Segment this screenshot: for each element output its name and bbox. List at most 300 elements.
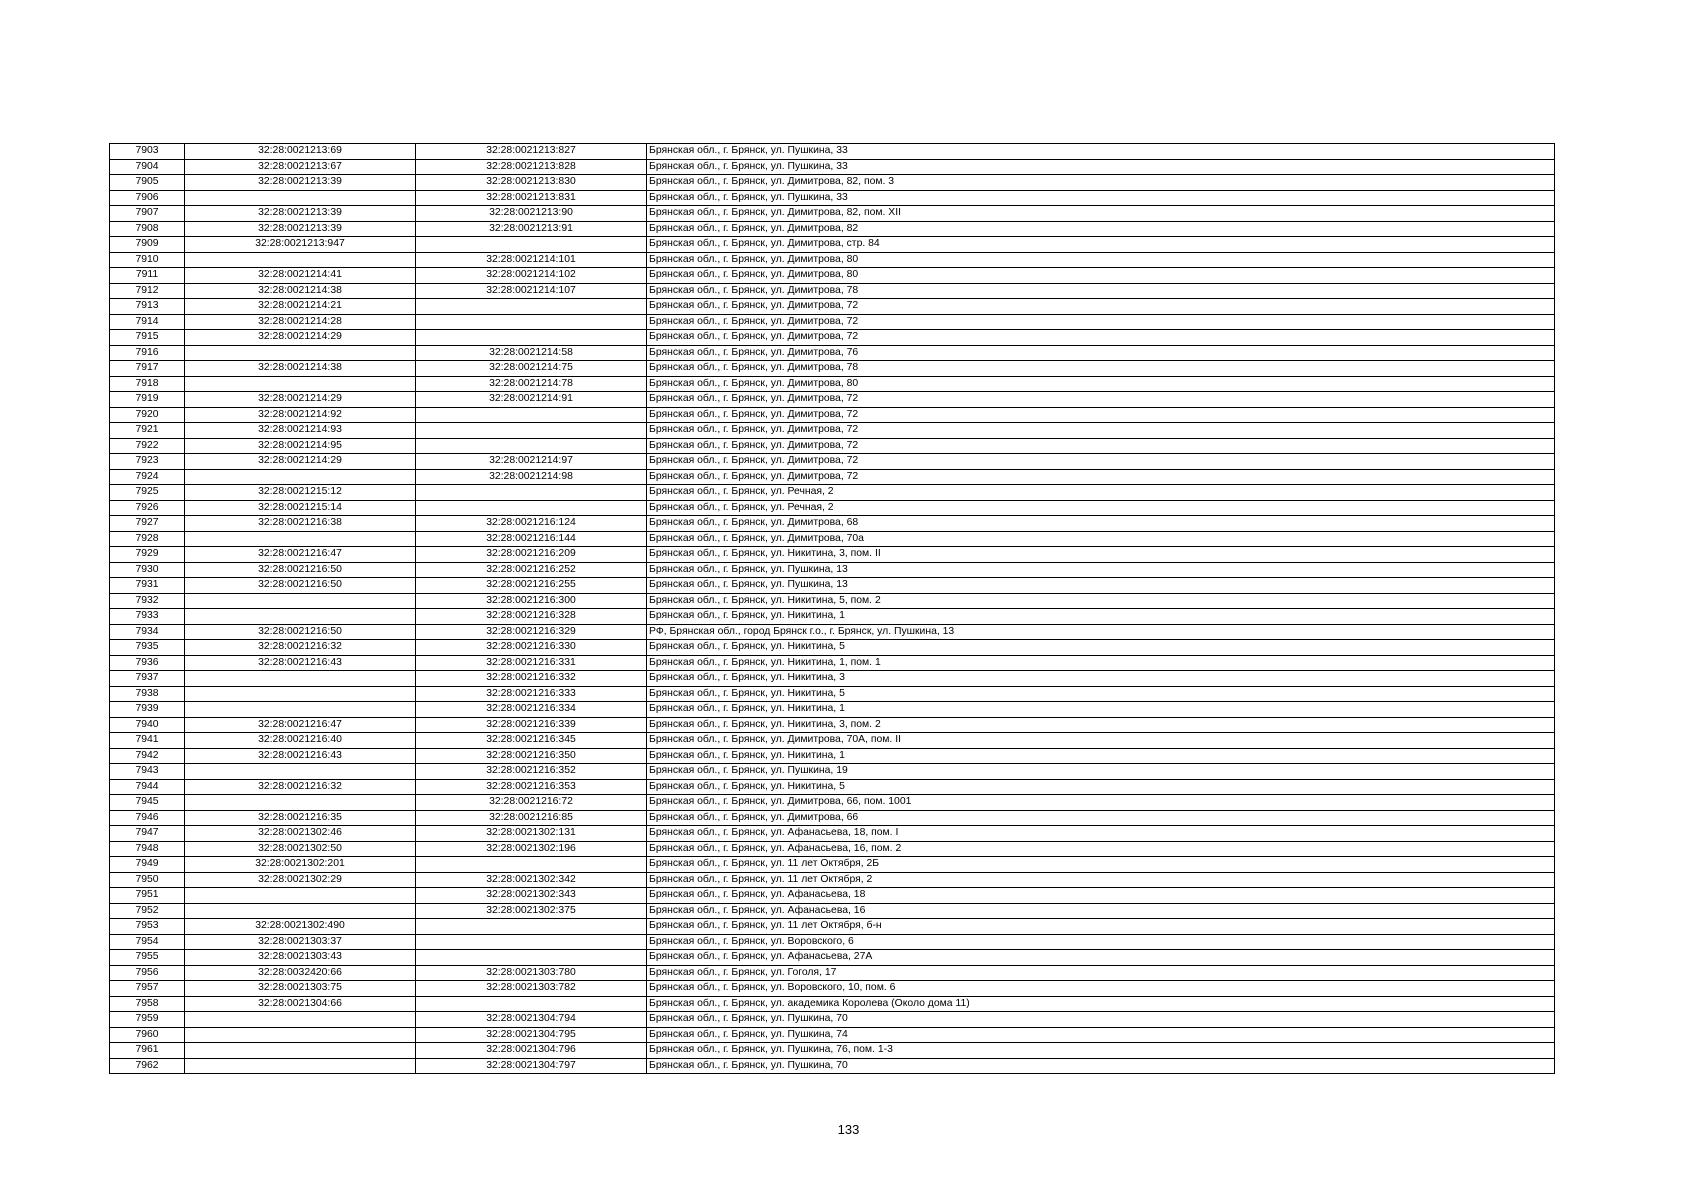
table-row	[110, 485, 1555, 501]
address-cell: Брянская обл., г. Брянск, ул. 11 лет Октября, 2Б	[647, 857, 1555, 873]
object-cadastral-number-cell	[416, 919, 647, 935]
row-number-cell: 7907	[110, 206, 185, 222]
object-cadastral-number-cell: 32:28:0021216:328	[416, 609, 647, 625]
table-row	[110, 190, 1555, 206]
address-cell: Брянская обл., г. Брянск, ул. Никитина, 5	[647, 640, 1555, 656]
object-cadastral-number-cell: 32:28:0021216:300	[416, 593, 647, 609]
table-row	[110, 252, 1555, 268]
address-cell: Брянская обл., г. Брянск, ул. Димитрова, 82	[647, 221, 1555, 237]
row-number-cell: 7916	[110, 345, 185, 361]
address-cell: Брянская обл., г. Брянск, ул. академика Королева (Около дома 11)	[647, 996, 1555, 1012]
object-cadastral-number-cell: 32:28:0021216:345	[416, 733, 647, 749]
address-cell: Брянская обл., г. Брянск, ул. Димитрова, 80	[647, 252, 1555, 268]
object-cadastral-number-cell: 32:28:0021216:353	[416, 779, 647, 795]
address-cell: Брянская обл., г. Брянск, ул. Димитрова, 80	[647, 268, 1555, 284]
object-cadastral-number-cell: 32:28:0021304:796	[416, 1043, 647, 1059]
row-number-cell: 7920	[110, 407, 185, 423]
table-row	[110, 779, 1555, 795]
land-cadastral-number-cell: 32:28:0021213:39	[185, 206, 416, 222]
row-number-cell: 7923	[110, 454, 185, 470]
table-row	[110, 934, 1555, 950]
address-cell: Брянская обл., г. Брянск, ул. Афанасьева, 27А	[647, 950, 1555, 966]
table-row	[110, 655, 1555, 671]
object-cadastral-number-cell: 32:28:0021214:91	[416, 392, 647, 408]
address-cell: Брянская обл., г. Брянск, ул. Никитина, 5, пом. 2	[647, 593, 1555, 609]
table-row	[110, 454, 1555, 470]
table-row	[110, 361, 1555, 377]
land-cadastral-number-cell	[185, 795, 416, 811]
address-cell: Брянская обл., г. Брянск, ул. Димитрова, 72	[647, 423, 1555, 439]
object-cadastral-number-cell: 32:28:0021214:58	[416, 345, 647, 361]
table-row	[110, 702, 1555, 718]
object-cadastral-number-cell: 32:28:0021216:255	[416, 578, 647, 594]
address-cell: Брянская обл., г. Брянск, ул. Никитина, 1, пом. 1	[647, 655, 1555, 671]
address-cell: Брянская обл., г. Брянск, ул. Никитина, 3, пом. 2	[647, 717, 1555, 733]
address-cell: Брянская обл., г. Брянск, ул. Димитрова, 76	[647, 345, 1555, 361]
table-row	[110, 624, 1555, 640]
object-cadastral-number-cell: 32:28:0021216:124	[416, 516, 647, 532]
object-cadastral-number-cell: 32:28:0021214:97	[416, 454, 647, 470]
object-cadastral-number-cell: 32:28:0021302:131	[416, 826, 647, 842]
object-cadastral-number-cell: 32:28:0021302:343	[416, 888, 647, 904]
table-row	[110, 531, 1555, 547]
table-row	[110, 314, 1555, 330]
land-cadastral-number-cell: 32:28:0021302:490	[185, 919, 416, 935]
address-cell: РФ, Брянская обл., город Брянск г.о., г. Брянск, ул. Пушкина, 13	[647, 624, 1555, 640]
row-number-cell: 7962	[110, 1058, 185, 1074]
land-cadastral-number-cell	[185, 903, 416, 919]
table-row	[110, 330, 1555, 346]
object-cadastral-number-cell	[416, 330, 647, 346]
row-number-cell: 7959	[110, 1012, 185, 1028]
address-cell: Брянская обл., г. Брянск, ул. Димитрова, стр. 84	[647, 237, 1555, 253]
row-number-cell: 7935	[110, 640, 185, 656]
table-row	[110, 857, 1555, 873]
table-row	[110, 903, 1555, 919]
table-row	[110, 1058, 1555, 1074]
table-row	[110, 981, 1555, 997]
table-row	[110, 562, 1555, 578]
address-cell: Брянская обл., г. Брянск, ул. Димитрова, 72	[647, 299, 1555, 315]
land-cadastral-number-cell	[185, 1027, 416, 1043]
object-cadastral-number-cell: 32:28:0021216:209	[416, 547, 647, 563]
address-cell: Брянская обл., г. Брянск, ул. Димитрова, 70А, пом. II	[647, 733, 1555, 749]
address-cell: Брянская обл., г. Брянск, ул. Димитрова, 72	[647, 314, 1555, 330]
table-row	[110, 1012, 1555, 1028]
object-cadastral-number-cell: 32:28:0021302:375	[416, 903, 647, 919]
object-cadastral-number-cell	[416, 438, 647, 454]
address-cell: Брянская обл., г. Брянск, ул. 11 лет Октября, б-н	[647, 919, 1555, 935]
row-number-cell: 7951	[110, 888, 185, 904]
row-number-cell: 7906	[110, 190, 185, 206]
object-cadastral-number-cell: 32:28:0021213:90	[416, 206, 647, 222]
address-cell: Брянская обл., г. Брянск, ул. Пушкина, 13	[647, 578, 1555, 594]
object-cadastral-number-cell: 32:28:0021214:75	[416, 361, 647, 377]
object-cadastral-number-cell: 32:28:0021214:102	[416, 268, 647, 284]
row-number-cell: 7930	[110, 562, 185, 578]
address-cell: Брянская обл., г. Брянск, ул. Димитрова, 72	[647, 330, 1555, 346]
land-cadastral-number-cell: 32:28:0021303:37	[185, 934, 416, 950]
row-number-cell: 7934	[110, 624, 185, 640]
row-number-cell: 7922	[110, 438, 185, 454]
object-cadastral-number-cell: 32:28:0021216:332	[416, 671, 647, 687]
row-number-cell: 7938	[110, 686, 185, 702]
address-cell: Брянская обл., г. Брянск, ул. Димитрова, 68	[647, 516, 1555, 532]
row-number-cell: 7924	[110, 469, 185, 485]
land-cadastral-number-cell: 32:28:0021215:12	[185, 485, 416, 501]
table-row	[110, 175, 1555, 191]
object-cadastral-number-cell: 32:28:0021213:831	[416, 190, 647, 206]
row-number-cell: 7956	[110, 965, 185, 981]
object-cadastral-number-cell: 32:28:0021213:827	[416, 144, 647, 160]
land-cadastral-number-cell: 32:28:0021302:50	[185, 841, 416, 857]
table-row	[110, 841, 1555, 857]
address-cell: Брянская обл., г. Брянск, ул. Речная, 2	[647, 500, 1555, 516]
land-cadastral-number-cell: 32:28:0021216:50	[185, 624, 416, 640]
table-row	[110, 392, 1555, 408]
table-row	[110, 748, 1555, 764]
table-row	[110, 640, 1555, 656]
table-row	[110, 888, 1555, 904]
row-number-cell: 7928	[110, 531, 185, 547]
land-cadastral-number-cell	[185, 686, 416, 702]
object-cadastral-number-cell: 32:28:0021302:196	[416, 841, 647, 857]
object-cadastral-number-cell: 32:28:0021214:78	[416, 376, 647, 392]
address-cell: Брянская обл., г. Брянск, ул. Димитрова, 72	[647, 469, 1555, 485]
land-cadastral-number-cell: 32:28:0021214:29	[185, 392, 416, 408]
object-cadastral-number-cell: 32:28:0021214:107	[416, 283, 647, 299]
land-cadastral-number-cell: 32:28:0021214:38	[185, 283, 416, 299]
address-cell: Брянская обл., г. Брянск, ул. Никитина, 1	[647, 609, 1555, 625]
land-cadastral-number-cell: 32:28:0021302:46	[185, 826, 416, 842]
row-number-cell: 7911	[110, 268, 185, 284]
object-cadastral-number-cell: 32:28:0021216:350	[416, 748, 647, 764]
row-number-cell: 7936	[110, 655, 185, 671]
row-number-cell: 7918	[110, 376, 185, 392]
row-number-cell: 7953	[110, 919, 185, 935]
table-row	[110, 237, 1555, 253]
address-cell: Брянская обл., г. Брянск, ул. Пушкина, 13	[647, 562, 1555, 578]
table-row	[110, 1027, 1555, 1043]
address-cell: Брянская обл., г. Брянск, ул. Димитрова, 72	[647, 454, 1555, 470]
land-cadastral-number-cell: 32:28:0021304:66	[185, 996, 416, 1012]
object-cadastral-number-cell	[416, 934, 647, 950]
row-number-cell: 7941	[110, 733, 185, 749]
table-row	[110, 283, 1555, 299]
object-cadastral-number-cell: 32:28:0021216:329	[416, 624, 647, 640]
row-number-cell: 7950	[110, 872, 185, 888]
table-row	[110, 950, 1555, 966]
table-row	[110, 438, 1555, 454]
table-row	[110, 500, 1555, 516]
row-number-cell: 7947	[110, 826, 185, 842]
row-number-cell: 7925	[110, 485, 185, 501]
object-cadastral-number-cell	[416, 299, 647, 315]
object-cadastral-number-cell	[416, 500, 647, 516]
address-cell: Брянская обл., г. Брянск, ул. 11 лет Октября, 2	[647, 872, 1555, 888]
row-number-cell: 7905	[110, 175, 185, 191]
address-cell: Брянская обл., г. Брянск, ул. Никитина, 1	[647, 748, 1555, 764]
address-cell: Брянская обл., г. Брянск, ул. Пушкина, 70	[647, 1058, 1555, 1074]
land-cadastral-number-cell	[185, 671, 416, 687]
land-cadastral-number-cell: 32:28:0021216:32	[185, 640, 416, 656]
land-cadastral-number-cell	[185, 190, 416, 206]
table-row	[110, 609, 1555, 625]
object-cadastral-number-cell: 32:28:0021303:782	[416, 981, 647, 997]
row-number-cell: 7955	[110, 950, 185, 966]
row-number-cell: 7903	[110, 144, 185, 160]
object-cadastral-number-cell: 32:28:0021216:85	[416, 810, 647, 826]
table-row	[110, 593, 1555, 609]
address-cell: Брянская обл., г. Брянск, ул. Димитрова, 78	[647, 361, 1555, 377]
address-cell: Брянская обл., г. Брянск, ул. Димитрова, 66, пом. 1001	[647, 795, 1555, 811]
address-cell: Брянская обл., г. Брянск, ул. Димитрова, 72	[647, 392, 1555, 408]
object-cadastral-number-cell: 32:28:0021213:91	[416, 221, 647, 237]
address-cell: Брянская обл., г. Брянск, ул. Воровского, 6	[647, 934, 1555, 950]
object-cadastral-number-cell: 32:28:0021304:794	[416, 1012, 647, 1028]
land-cadastral-number-cell: 32:28:0021216:40	[185, 733, 416, 749]
row-number-cell: 7929	[110, 547, 185, 563]
address-cell: Брянская обл., г. Брянск, ул. Димитрова, 72	[647, 438, 1555, 454]
row-number-cell: 7921	[110, 423, 185, 439]
row-number-cell: 7927	[110, 516, 185, 532]
land-cadastral-number-cell	[185, 531, 416, 547]
land-cadastral-number-cell: 32:28:0021214:92	[185, 407, 416, 423]
table-row	[110, 469, 1555, 485]
table-row	[110, 733, 1555, 749]
object-cadastral-number-cell: 32:28:0021216:144	[416, 531, 647, 547]
row-number-cell: 7942	[110, 748, 185, 764]
object-cadastral-number-cell	[416, 950, 647, 966]
row-number-cell: 7932	[110, 593, 185, 609]
land-cadastral-number-cell: 32:28:0021216:47	[185, 547, 416, 563]
land-cadastral-number-cell: 32:28:0021213:67	[185, 159, 416, 175]
address-cell: Брянская обл., г. Брянск, ул. Пушкина, 19	[647, 764, 1555, 780]
object-cadastral-number-cell	[416, 996, 647, 1012]
address-cell: Брянская обл., г. Брянск, ул. Димитрова, 82, пом. 3	[647, 175, 1555, 191]
land-cadastral-number-cell: 32:28:0021216:43	[185, 655, 416, 671]
land-cadastral-number-cell: 32:28:0021213:39	[185, 175, 416, 191]
table-row	[110, 407, 1555, 423]
land-cadastral-number-cell: 32:28:0021216:47	[185, 717, 416, 733]
land-cadastral-number-cell: 32:28:0021214:93	[185, 423, 416, 439]
land-cadastral-number-cell	[185, 252, 416, 268]
table-row	[110, 516, 1555, 532]
object-cadastral-number-cell: 32:28:0021214:101	[416, 252, 647, 268]
table-row	[110, 795, 1555, 811]
land-cadastral-number-cell	[185, 1058, 416, 1074]
address-cell: Брянская обл., г. Брянск, ул. Пушкина, 74	[647, 1027, 1555, 1043]
table-row	[110, 686, 1555, 702]
row-number-cell: 7910	[110, 252, 185, 268]
object-cadastral-number-cell: 32:28:0021216:339	[416, 717, 647, 733]
object-cadastral-number-cell	[416, 407, 647, 423]
address-cell: Брянская обл., г. Брянск, ул. Афанасьева, 18, пом. I	[647, 826, 1555, 842]
address-cell: Брянская обл., г. Брянск, ул. Никитина, 3, пом. II	[647, 547, 1555, 563]
table-row	[110, 159, 1555, 175]
row-number-cell: 7958	[110, 996, 185, 1012]
land-cadastral-number-cell	[185, 1012, 416, 1028]
address-cell: Брянская обл., г. Брянск, ул. Пушкина, 33	[647, 190, 1555, 206]
row-number-cell: 7913	[110, 299, 185, 315]
row-number-cell: 7960	[110, 1027, 185, 1043]
object-cadastral-number-cell: 32:28:0021304:795	[416, 1027, 647, 1043]
row-number-cell: 7908	[110, 221, 185, 237]
table-row	[110, 423, 1555, 439]
land-cadastral-number-cell: 32:28:0021302:29	[185, 872, 416, 888]
land-cadastral-number-cell: 32:28:0021214:38	[185, 361, 416, 377]
object-cadastral-number-cell: 32:28:0021216:331	[416, 655, 647, 671]
address-cell: Брянская обл., г. Брянск, ул. Афанасьева, 16, пом. 2	[647, 841, 1555, 857]
land-cadastral-number-cell: 32:28:0021214:28	[185, 314, 416, 330]
address-cell: Брянская обл., г. Брянск, ул. Никитина, 1	[647, 702, 1555, 718]
address-cell: Брянская обл., г. Брянск, ул. Воровского, 10, пом. 6	[647, 981, 1555, 997]
land-cadastral-number-cell: 32:28:0021216:35	[185, 810, 416, 826]
land-cadastral-number-cell	[185, 888, 416, 904]
table-row	[110, 717, 1555, 733]
land-cadastral-number-cell: 32:28:0021216:50	[185, 578, 416, 594]
row-number-cell: 7904	[110, 159, 185, 175]
land-cadastral-number-cell	[185, 469, 416, 485]
row-number-cell: 7933	[110, 609, 185, 625]
land-cadastral-number-cell: 32:28:0021216:50	[185, 562, 416, 578]
table-row	[110, 826, 1555, 842]
row-number-cell: 7949	[110, 857, 185, 873]
registry-table-body	[110, 144, 1555, 1074]
address-cell: Брянская обл., г. Брянск, ул. Димитрова, 80	[647, 376, 1555, 392]
row-number-cell: 7919	[110, 392, 185, 408]
row-number-cell: 7909	[110, 237, 185, 253]
object-cadastral-number-cell: 32:28:0021213:830	[416, 175, 647, 191]
row-number-cell: 7957	[110, 981, 185, 997]
row-number-cell: 7961	[110, 1043, 185, 1059]
land-cadastral-number-cell	[185, 702, 416, 718]
land-cadastral-number-cell	[185, 764, 416, 780]
land-cadastral-number-cell: 32:28:0021214:95	[185, 438, 416, 454]
land-cadastral-number-cell	[185, 345, 416, 361]
row-number-cell: 7915	[110, 330, 185, 346]
land-cadastral-number-cell	[185, 376, 416, 392]
address-cell: Брянская обл., г. Брянск, ул. Димитрова, 66	[647, 810, 1555, 826]
table-row	[110, 872, 1555, 888]
object-cadastral-number-cell: 32:28:0021213:828	[416, 159, 647, 175]
land-cadastral-number-cell: 32:28:0021213:69	[185, 144, 416, 160]
object-cadastral-number-cell: 32:28:0021216:352	[416, 764, 647, 780]
row-number-cell: 7912	[110, 283, 185, 299]
table-row	[110, 810, 1555, 826]
land-cadastral-number-cell: 32:28:0021214:41	[185, 268, 416, 284]
table-row	[110, 764, 1555, 780]
table-row	[110, 578, 1555, 594]
object-cadastral-number-cell: 32:28:0021216:330	[416, 640, 647, 656]
object-cadastral-number-cell	[416, 423, 647, 439]
address-cell: Брянская обл., г. Брянск, ул. Димитрова, 78	[647, 283, 1555, 299]
table-row	[110, 268, 1555, 284]
land-cadastral-number-cell	[185, 609, 416, 625]
row-number-cell: 7946	[110, 810, 185, 826]
page-number: 133	[837, 1122, 860, 1137]
registry-table	[109, 143, 1555, 1074]
address-cell: Брянская обл., г. Брянск, ул. Пушкина, 33	[647, 144, 1555, 160]
row-number-cell: 7914	[110, 314, 185, 330]
address-cell: Брянская обл., г. Брянск, ул. Афанасьева, 18	[647, 888, 1555, 904]
table-row	[110, 345, 1555, 361]
land-cadastral-number-cell: 32:28:0021213:39	[185, 221, 416, 237]
table-row	[110, 221, 1555, 237]
table-row	[110, 996, 1555, 1012]
table-row	[110, 965, 1555, 981]
land-cadastral-number-cell: 32:28:0032420:66	[185, 965, 416, 981]
address-cell: Брянская обл., г. Брянск, ул. Гоголя, 17	[647, 965, 1555, 981]
address-cell: Брянская обл., г. Брянск, ул. Пушкина, 33	[647, 159, 1555, 175]
land-cadastral-number-cell: 32:28:0021216:32	[185, 779, 416, 795]
land-cadastral-number-cell: 32:28:0021302:201	[185, 857, 416, 873]
table-row	[110, 1043, 1555, 1059]
table-row	[110, 919, 1555, 935]
land-cadastral-number-cell: 32:28:0021214:29	[185, 330, 416, 346]
address-cell: Брянская обл., г. Брянск, ул. Пушкина, 70	[647, 1012, 1555, 1028]
land-cadastral-number-cell: 32:28:0021214:21	[185, 299, 416, 315]
land-cadastral-number-cell: 32:28:0021215:14	[185, 500, 416, 516]
land-cadastral-number-cell: 32:28:0021216:38	[185, 516, 416, 532]
row-number-cell: 7952	[110, 903, 185, 919]
table-row	[110, 547, 1555, 563]
row-number-cell: 7939	[110, 702, 185, 718]
object-cadastral-number-cell: 32:28:0021304:797	[416, 1058, 647, 1074]
object-cadastral-number-cell: 32:28:0021216:252	[416, 562, 647, 578]
row-number-cell: 7948	[110, 841, 185, 857]
object-cadastral-number-cell: 32:28:0021216:334	[416, 702, 647, 718]
row-number-cell: 7940	[110, 717, 185, 733]
address-cell: Брянская обл., г. Брянск, ул. Речная, 2	[647, 485, 1555, 501]
table-row	[110, 144, 1555, 160]
object-cadastral-number-cell: 32:28:0021214:98	[416, 469, 647, 485]
land-cadastral-number-cell: 32:28:0021216:43	[185, 748, 416, 764]
table-row	[110, 671, 1555, 687]
address-cell: Брянская обл., г. Брянск, ул. Никитина, 3	[647, 671, 1555, 687]
object-cadastral-number-cell: 32:28:0021303:780	[416, 965, 647, 981]
row-number-cell: 7954	[110, 934, 185, 950]
object-cadastral-number-cell: 32:28:0021302:342	[416, 872, 647, 888]
object-cadastral-number-cell	[416, 314, 647, 330]
land-cadastral-number-cell: 32:28:0021214:29	[185, 454, 416, 470]
land-cadastral-number-cell	[185, 1043, 416, 1059]
address-cell: Брянская обл., г. Брянск, ул. Пушкина, 76, пом. 1-3	[647, 1043, 1555, 1059]
land-cadastral-number-cell: 32:28:0021303:43	[185, 950, 416, 966]
address-cell: Брянская обл., г. Брянск, ул. Никитина, 5	[647, 686, 1555, 702]
row-number-cell: 7937	[110, 671, 185, 687]
address-cell: Брянская обл., г. Брянск, ул. Афанасьева, 16	[647, 903, 1555, 919]
land-cadastral-number-cell	[185, 593, 416, 609]
object-cadastral-number-cell	[416, 485, 647, 501]
row-number-cell: 7944	[110, 779, 185, 795]
object-cadastral-number-cell	[416, 237, 647, 253]
address-cell: Брянская обл., г. Брянск, ул. Димитрова, 72	[647, 407, 1555, 423]
row-number-cell: 7926	[110, 500, 185, 516]
table-row	[110, 376, 1555, 392]
row-number-cell: 7931	[110, 578, 185, 594]
address-cell: Брянская обл., г. Брянск, ул. Димитрова, 70а	[647, 531, 1555, 547]
object-cadastral-number-cell: 32:28:0021216:333	[416, 686, 647, 702]
table-row	[110, 299, 1555, 315]
land-cadastral-number-cell: 32:28:0021303:75	[185, 981, 416, 997]
object-cadastral-number-cell: 32:28:0021216:72	[416, 795, 647, 811]
land-cadastral-number-cell: 32:28:0021213:947	[185, 237, 416, 253]
object-cadastral-number-cell	[416, 857, 647, 873]
row-number-cell: 7945	[110, 795, 185, 811]
row-number-cell: 7917	[110, 361, 185, 377]
address-cell: Брянская обл., г. Брянск, ул. Димитрова, 82, пом. XII	[647, 206, 1555, 222]
